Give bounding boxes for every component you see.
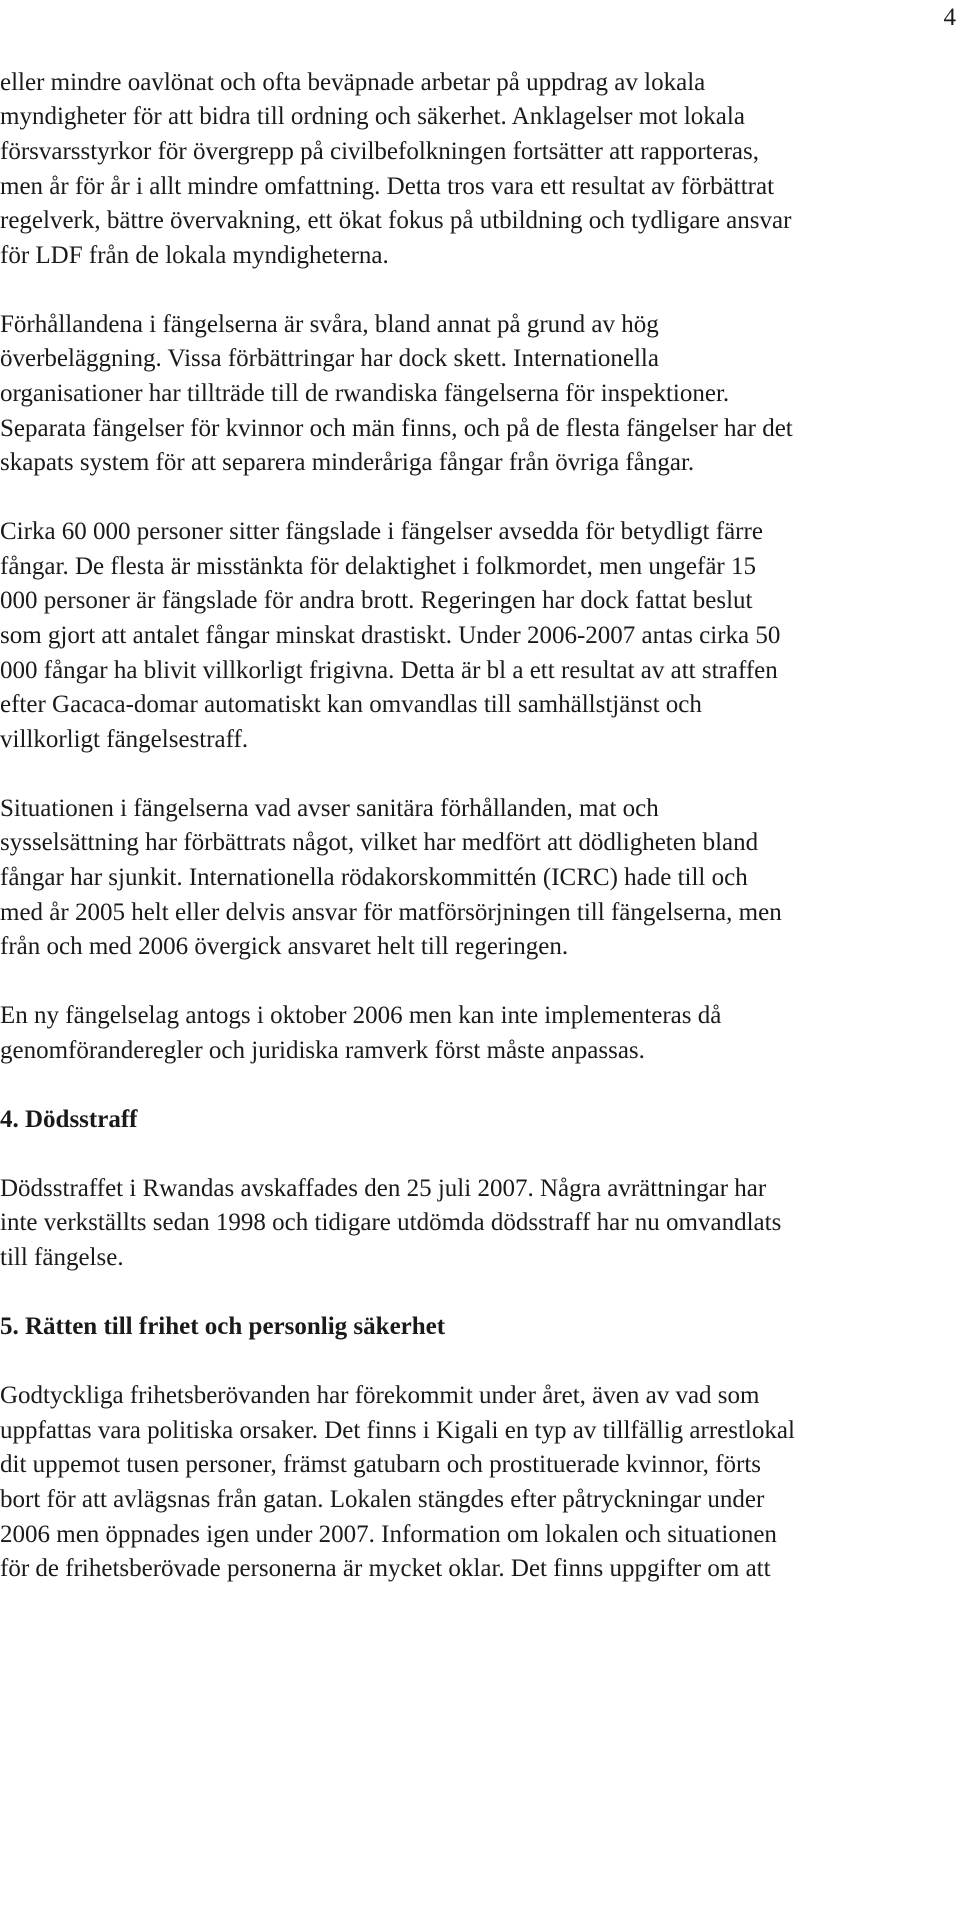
text-line: bort för att avlägsnas från gatan. Lokalen stängdes efter påtryckningar under [0, 1486, 765, 1513]
text-line: villkorligt fängelsestraff. [0, 726, 249, 753]
text-line: organisationer har tillträde till de rwandiska fängelserna för inspektioner. [0, 380, 730, 407]
text-line: men år för år i allt mindre omfattning. Detta tros vara ett resultat av förbättrat [0, 173, 775, 200]
text-line: Förhållandena i fängelserna är svåra, bland annat på grund av hög [0, 311, 659, 338]
text-line: skapats system för att separera minderåriga fångar från övriga fångar. [0, 449, 695, 476]
text-line: efter Gacaca-domar automatiskt kan omvandlas till samhällstjänst och [0, 691, 702, 718]
text-line: dit uppemot tusen personer, främst gatubarn och prostituerade kvinnor, förts [0, 1451, 761, 1478]
text-line: fångar har sjunkit. Internationella rödakorskommittén (ICRC) hade till och [0, 864, 748, 891]
text-line: Godtyckliga frihetsberövanden har förekommit under året, även av vad som [0, 1382, 760, 1409]
text-line: för de frihetsberövade personerna är mycket oklar. Det finns uppgifter om att [0, 1555, 771, 1582]
text-line: försvarsstyrkor för övergrepp på civilbefolkningen fortsätter att rapporteras, [0, 138, 759, 165]
text-line: överbeläggning. Vissa förbättringar har dock skett. Internationella [0, 345, 659, 372]
text-line: för LDF från de lokala myndigheterna. [0, 242, 389, 269]
text-line: Situationen i fängelserna vad avser sanitära förhållanden, mat och [0, 795, 659, 822]
text-line: uppfattas vara politiska orsaker. Det finns i Kigali en typ av tillfällig arrestlokal [0, 1417, 795, 1444]
text-line: från och med 2006 övergick ansvaret helt till regeringen. [0, 933, 569, 960]
page-number: 4 [943, 4, 956, 31]
text-line: En ny fängelselag antogs i oktober 2006 men kan inte implementeras då [0, 1002, 722, 1029]
section-heading: 5. Rätten till frihet och personlig säkerhet [0, 1313, 446, 1340]
text-line: 2006 men öppnades igen under 2007. Information om lokalen och situationen [0, 1521, 777, 1548]
text-line: Cirka 60 000 personer sitter fängslade i fängelser avsedda för betydligt färre [0, 518, 763, 545]
text-line: myndigheter för att bidra till ordning och säkerhet. Anklagelser mot lokala [0, 103, 745, 130]
text-line: Dödsstraffet i Rwandas avskaffades den 25 juli 2007. Några avrättningar har [0, 1175, 767, 1202]
text-line: genomföranderegler och juridiska ramverk först måste anpassas. [0, 1037, 645, 1064]
text-line: som gjort att antalet fångar minskat drastiskt. Under 2006-2007 antas cirka 50 [0, 622, 781, 649]
text-line: inte verkställts sedan 1998 och tidigare utdömda dödsstraff har nu omvandlats [0, 1209, 782, 1236]
section-heading: 4. Dödsstraff [0, 1106, 138, 1133]
text-line: eller mindre oavlönat och ofta beväpnade arbetar på uppdrag av lokala [0, 69, 706, 96]
text-line: Separata fängelser för kvinnor och män finns, och på de flesta fängelser har det [0, 415, 793, 442]
text-line: fångar. De flesta är misstänkta för delaktighet i folkmordet, men ungefär 15 [0, 553, 756, 580]
text-line: sysselsättning har förbättrats något, vilket har medfört att dödligheten bland [0, 829, 759, 856]
text-line: med år 2005 helt eller delvis ansvar för matförsörjningen till fängelserna, men [0, 899, 782, 926]
text-line: 000 personer är fängslade för andra brott. Regeringen har dock fattat beslut [0, 587, 753, 614]
text-line: till fängelse. [0, 1244, 124, 1271]
text-line: 000 fångar ha blivit villkorligt frigivna. Detta är bl a ett resultat av att straffen [0, 657, 778, 684]
text-line: regelverk, bättre övervakning, ett ökat fokus på utbildning och tydligare ansvar [0, 207, 792, 234]
